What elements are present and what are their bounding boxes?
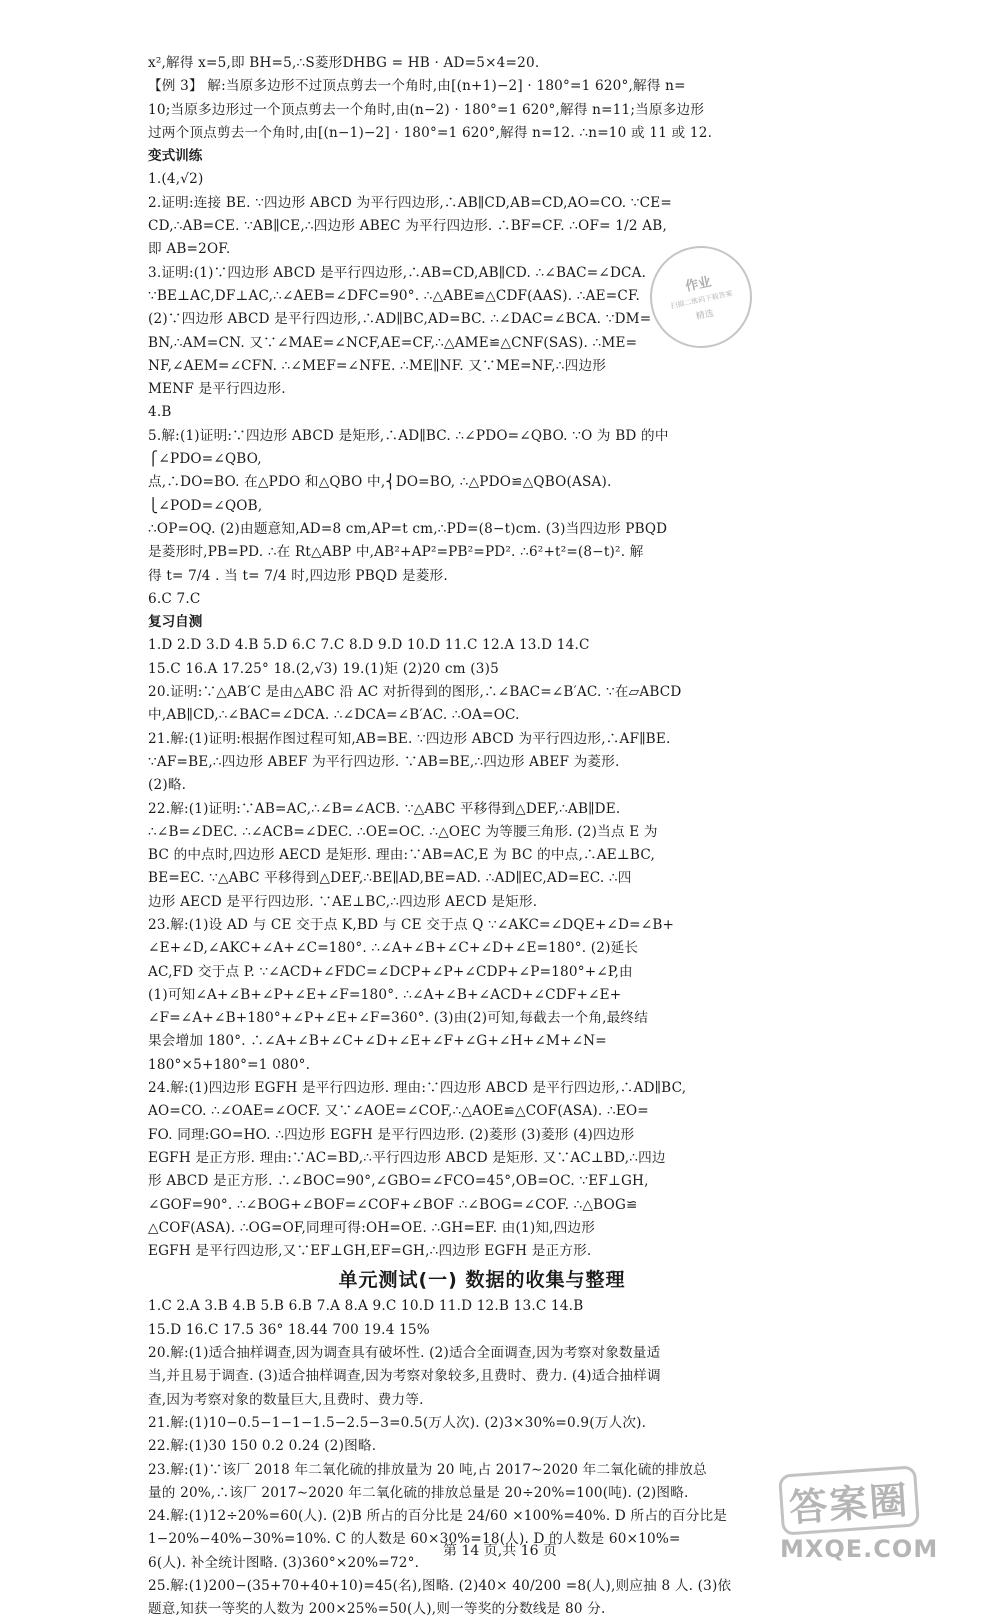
answer-line: 22.解:(1)证明:∵AB=AC,∴∠B=∠ACB. ∵△ABC 平移得到△DEF,∴AB∥DE.	[148, 800, 621, 817]
stamp-text-1: 作业	[684, 274, 713, 295]
answer-line: BC 的中点时,四边形 AECD 是矩形. 理由:∵AB=AC,E 为 BC 的中点,∴AE⊥BC,	[148, 847, 655, 864]
answer-line: 点,∴DO=BO. 在△PDO 和△QBO 中,⎨DO=BO, ∴△PDO≌△QBO(ASA).	[148, 474, 612, 491]
answer-line: 边形 AECD 是平行四边形. ∵AE⊥BC,∴四边形 AECD 是矩形.	[148, 893, 538, 910]
answer-line: 180°×5+180°=1 080°.	[148, 1056, 311, 1073]
answer-line: 【例 3】 解:当原多边形不过顶点剪去一个角时,由[(n+1)−2] · 180°=1 620°,解得 n=	[148, 78, 686, 95]
answer-line: 6(人). 补全统计图略. (3)360°×20%=72°.	[148, 1554, 420, 1571]
answer-line: ∠F=∠A+∠B+180°+∠P+∠E+∠F=360°. (3)由(2)可知,每截去一个角,最终结	[148, 1010, 649, 1027]
answer-line: EGFH 是平行四边形,又∵EF⊥GH,EF=GH,∴四边形 EGFH 是正方形.	[148, 1243, 592, 1260]
watermark-logo-text: 答案圈	[778, 1465, 920, 1535]
answer-line: 1.C 2.A 3.B 4.B 5.B 6.B 7.A 8.A 9.C 10.D 11.D 12.B 13.C 14.B	[148, 1298, 584, 1315]
answer-line: 查,因为考察对象的数量巨大,且费时、费力等.	[148, 1391, 424, 1408]
site-watermark	[780, 1470, 970, 1580]
watermark-url: MXQE.COM	[780, 1535, 939, 1563]
answer-line: 10;当原多边形过一个顶点剪去一个角时,由(n−2) · 180°=1 620°,解得 n=11;当原多边形	[148, 101, 705, 118]
answer-line: 当,并且易于调查. (3)适合抽样调查,因为考察对象较多,且费时、费力. (4)适合抽样调	[148, 1368, 661, 1385]
answer-line: CD,∴AB=CE. ∵AB∥CE,∴四边形 ABEC 为平行四边形. ∴BF=CF. ∴OF= 1/2 AB,	[148, 218, 667, 235]
answer-line: 4.B	[148, 404, 172, 421]
section-heading: 变式训练	[148, 148, 203, 165]
answer-line: 20.解:(1)适合抽样调查,因为调查具有破坏性. (2)适合全面调查,因为考察对象数量适	[148, 1345, 661, 1362]
answer-line: 6.C 7.C	[148, 590, 201, 607]
answer-line: 1−20%−40%−30%=10%. C 的人数是 60×30%=18(人). D 的人数是 60×10%=	[148, 1531, 681, 1548]
stamp-text-3: 精选	[695, 308, 715, 323]
answer-line: AO=CO. ∴∠OAE=∠OCF. 又∵∠AOE=∠COF,∴△AOE≌△COF(ASA). ∴EO=	[148, 1103, 649, 1120]
answer-line: 23.解:(1)设 AD 与 CE 交于点 K,BD 与 CE 交于点 Q ∵∠AKC=∠DQE+∠D=∠B+	[148, 916, 675, 933]
answer-line: MENF 是平行四边形.	[148, 381, 286, 398]
answer-line: ∠E+∠D,∠AKC+∠A+∠C=180°. ∴∠A+∠B+∠C+∠D+∠E=180°. (2)延长	[148, 940, 639, 957]
answer-line: 23.解:(1)∵该厂 2018 年二氧化硫的排放量为 20 吨,占 2017∼2020 年二氧化硫的排放总	[148, 1461, 707, 1478]
answer-line: 15.D 16.C 17.5 36° 18.44 700 19.4 15%	[148, 1321, 430, 1338]
answer-line: 是菱形时,PB=PD. ∴在 Rt△ABP 中,AB²+AP²=PB²=PD². ∴6²+t²=(8−t)². 解	[148, 544, 644, 561]
answer-line: 1.D 2.D 3.D 4.B 5.D 6.C 7.C 8.D 9.D 10.D 11.C 12.A 13.D 14.C	[148, 637, 590, 654]
answer-line: 24.解:(1)12÷20%=60(人). (2)B 所占的百分比是 24/60 ×100%=40%. D 所占的百分比是	[148, 1508, 728, 1525]
answer-line: ∵BE⊥AC,DF⊥AC,∴∠AEB=∠DFC=90°. ∴△ABE≌△CDF(AAS). ∴AE=CF.	[148, 287, 640, 304]
answer-line: 25.解:(1)200−(35+70+40+10)=45(名),图略. (2)40× 40/200 =8(人),则应抽 8 人. (3)依	[148, 1578, 732, 1594]
answer-line: ⎩∠POD=∠QOB,	[148, 497, 263, 514]
answer-line: 22.解:(1)30 150 0.2 0.24 (2)图略.	[148, 1438, 377, 1455]
answer-line: ∵AF=BE,∴四边形 ABEF 为平行四边形. ∵AB=BE,∴四边形 ABEF 为菱形.	[148, 753, 620, 770]
answer-line: BE=EC. ∵△ABC 平移得到△DEF,∴BE∥AD,BE=AD. ∴AD∥EC,AD=EC. ∴四	[148, 870, 632, 887]
stamp-text-2: 扫描二维码下载答案	[669, 289, 734, 311]
answer-line: (1)可知∠A+∠B+∠P+∠E+∠F=180°. ∴∠A+∠B+∠ACD+∠CDF+∠E+	[148, 986, 622, 1003]
answer-line: 中,AB∥CD,∴∠BAC=∠DCA. ∴∠DCA=∠B′AC. ∴OA=OC.	[148, 707, 520, 724]
answer-line: NF,∠AEM=∠CFN. ∴∠MEF=∠NFE. ∴ME∥NF. 又∵ME=NF,∴四边形	[148, 357, 607, 374]
answer-line: ∴∠B=∠DEC. ∴∠ACB=∠DEC. ∴OE=OC. ∴△OEC 为等腰三角形. (2)当点 E 为	[148, 823, 658, 840]
answer-line: 1.(4,√2)	[148, 171, 204, 188]
answer-line: 24.解:(1)四边形 EGFH 是平行四边形. 理由:∵四边形 ABCD 是平行四边形,∴AD∥BC,	[148, 1080, 687, 1097]
answer-line: ⎧∠PDO=∠QBO,	[148, 451, 262, 468]
answer-line: 果会增加 180°. ∴∠A+∠B+∠C+∠D+∠E+∠F+∠G+∠H+∠M+∠N=	[148, 1033, 607, 1050]
answer-line: 3.证明:(1)∵四边形 ABCD 是平行四边形,∴AB=CD,AB∥CD. ∴∠BAC=∠DCA.	[148, 264, 647, 281]
answer-line: FO. 同理:GO=HO. ∴四边形 EGFH 是平行四边形. (2)菱形 (3)菱形 (4)四边形	[148, 1126, 635, 1143]
answer-line: △COF(ASA). ∴OG=OF,同理可得:OH=OE. ∴GH=EF. 由(1)知,四边形	[148, 1219, 596, 1236]
answer-line: (2)∵四边形 ABCD 是平行四边形,∴AD∥BC,AD=BC. ∴∠DAC=∠BCA. ∵DM=	[148, 311, 652, 328]
answer-line: 21.解:(1)证明:根据作图过程可知,AB=BE. ∵四边形 ABCD 为平行四边形,∴AF∥BE.	[148, 730, 671, 747]
answer-line: 量的 20%,∴该厂 2017∼2020 年二氧化硫的排放总量是 20÷20%=100(吨). (2)图略.	[148, 1484, 689, 1501]
answer-line: BN,∴AM=CN. 又∵∠MAE=∠NCF,AE=CF,∴△AME≌△CNF(SAS). ∴ME=	[148, 334, 638, 351]
answer-line: ∴OP=OQ. (2)由题意知,AD=8 cm,AP=t cm,∴PD=(8−t)cm. (3)当四边形 PBQD	[148, 520, 668, 537]
answer-line: AC,FD 交于点 P. ∵∠ACD+∠FDC=∠DCP+∠P+∠CDP+∠P=180°+∠P,由	[148, 963, 633, 980]
page-number: 第 14 页,共 16 页	[443, 1543, 557, 1559]
answer-line: 题意,知获一等奖的人数为 200×25%=50(人),则一等奖的分数线是 80 分.	[148, 1601, 606, 1618]
answer-line: 过两个顶点剪去一个角时,由[(n−1)−2] · 180°=1 620°,解得 n=12. ∴n=10 或 11 或 12.	[148, 124, 713, 141]
answer-line: 2.证明:连接 BE. ∵四边形 ABCD 为平行四边形,∴AB∥CD,AB=CD,AO=CO. ∵CE=	[148, 194, 672, 211]
answer-line: EGFH 是正方形. 理由:∵AC=BD,∴平行四边形 ABCD 是矩形. 又∵AC⊥BD,∴四边	[148, 1149, 666, 1166]
answer-line: 形 ABCD 是正方形. ∴∠BOC=90°,∠GBO=∠FCO=45°,OB=OC. ∵EF⊥GH,	[148, 1173, 649, 1190]
unit-test-title: 单元测试(一) 数据的收集与整理	[338, 1269, 626, 1292]
answer-line: (2)略.	[148, 777, 187, 794]
answer-line: x²,解得 x=5,即 BH=5,∴S菱形DHBG = HB · AD=5×4=20.	[148, 55, 540, 71]
answer-line: 得 t= 7/4 . 当 t= 7/4 时,四边形 PBQD 是菱形.	[148, 567, 448, 584]
answer-line: 5.解:(1)证明:∵四边形 ABCD 是矩形,∴AD∥BC. ∴∠PDO=∠QBO. ∵O 为 BD 的中	[148, 427, 669, 444]
answer-line: 即 AB=2OF.	[148, 241, 231, 258]
answer-line: ∠GOF=90°. ∴∠BOG+∠BOF=∠COF+∠BOF ∴∠BOG=∠COF. ∴△BOG≌	[148, 1196, 638, 1213]
answer-line: 20.证明:∵△AB′C 是由△ABC 沿 AC 对折得到的图形,∴∠BAC=∠B′AC. ∵在▱ABCD	[148, 684, 682, 701]
answer-line: 21.解:(1)10−0.5−1−1−1.5−2.5−3=0.5(万人次). (2)3×30%=0.9(万人次).	[148, 1414, 647, 1431]
answer-line: 15.C 16.A 17.25° 18.(2,√3) 19.(1)矩 (2)20 cm (3)5	[148, 660, 499, 677]
section-heading: 复习自测	[148, 614, 203, 631]
